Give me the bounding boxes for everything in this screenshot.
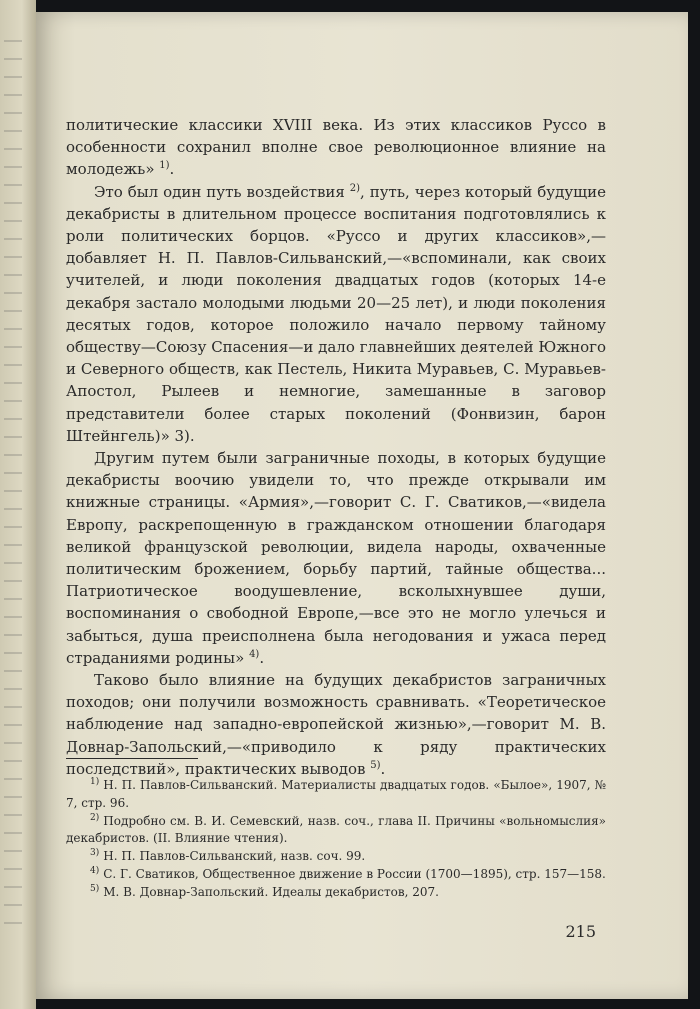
paragraph-4-text: Таково было влияние на будущих декабристов заграничных походов; они получили возможность сравнивать. «Теоретическое наблюдение над западно-европейской жизнью»,—говорит М. В. Довнар-Запольский,—«приводило к ряду практических последствий», практических выводов (66, 671, 606, 778)
footnote-text: Н. П. Павлов-Сильванский, назв. соч. 99. (103, 849, 366, 864)
footnote-ref-2: 2) (349, 182, 361, 194)
footnote-1 (66, 777, 606, 813)
paragraph-4-tail: . (380, 759, 386, 778)
footnote-5 (66, 884, 606, 902)
footnote-number: 2) (90, 812, 100, 823)
footnote-ref-5: 5) (370, 759, 381, 771)
footnote-number: 4) (90, 865, 100, 876)
footnote-number: 3) (90, 848, 100, 859)
paragraph-3-tail: . (259, 648, 265, 667)
footnote-number: 1) (90, 777, 100, 787)
paragraph-2-tail: , путь, через который будущие декабристы в длительном процессе воспитания подготовлялись к роли политических борцов. «Руссо и других классиков»,—добавляет Н. П. Павлов-Сильванский,—«вспоминали, как своих учителей, и люди поколения двадцатых годов (которых 14-е декабря застало молодыми людьми 20—25 лет), и люди поколения десятых годов, которое положило начало первому тайному обществу—Союзу Спасения—и дало главнейших деятелей Южного и Северного обществ, как Пестель, Никита Муравьев, С. Муравьев-Апостол, Рылеев и немногие, замешанные в заговор представители более старых поколений (Фонвизин, барон Штейнгель)» 3). (66, 182, 606, 445)
footnote-ref-4: 4) (249, 648, 260, 660)
left-page-bleed-through (4, 40, 22, 940)
footnote-ref-1: 1) (159, 160, 170, 172)
paragraph-1 (66, 114, 606, 181)
footnote-text: Н. П. Павлов-Сильванский. Материалисты двадцатых годов. «Былое», 1907, № 7, стр. 96. (66, 778, 606, 810)
footnote-divider (66, 758, 198, 759)
paragraph-4 (66, 669, 606, 780)
footnote-number: 5) (90, 883, 100, 894)
footnote-2 (66, 813, 606, 849)
paragraph-1-tail: . (169, 160, 175, 179)
main-text (66, 114, 606, 780)
footnotes (66, 777, 606, 902)
paragraph-1-text: политические классики XVIII века. Из этих классиков Руссо в особенности сохранил вполне свое революционное влияние на молодежь» (66, 116, 606, 179)
book-page (36, 12, 688, 999)
left-page-edge (0, 0, 36, 1009)
paragraph-3 (66, 447, 606, 669)
footnote-text: М. В. Довнар-Запольский. Идеалы декабристов, 207. (103, 884, 439, 899)
paragraph-2 (66, 181, 606, 447)
footnote-text: Подробно см. В. И. Семевский, назв. соч., глава II. Причины «вольномыслия» декабристов. (II. Влияние чтения). (66, 813, 606, 846)
page-number: 215 (565, 922, 596, 941)
footnote-4 (66, 866, 606, 884)
paragraph-3-text: Другим путем были заграничные походы, в которых будущие декабристы воочию увидели то, что прежде открывали им книжные страницы. «Армия»,—говорит С. Г. Сватиков,—«видела Европу, раскрепощенную в гражданском отношении благодаря великой французской революции, видела народы, охваченные политическим брожением, борьбу партий, тайные общества... Патриотическое воодушевление, всколыхнувшее души, воспоминания о свободной Европе,—все это не могло улечься и забыться, душа преисполнена была негодования и ужаса перед страданиями родины» (66, 449, 606, 667)
footnote-text: С. Г. Сватиков, Общественное движение в России (1700—1895), стр. 157—158. (103, 866, 606, 881)
footnote-3 (66, 848, 606, 866)
paragraph-2-text: Это был один путь воздействия (94, 182, 350, 201)
